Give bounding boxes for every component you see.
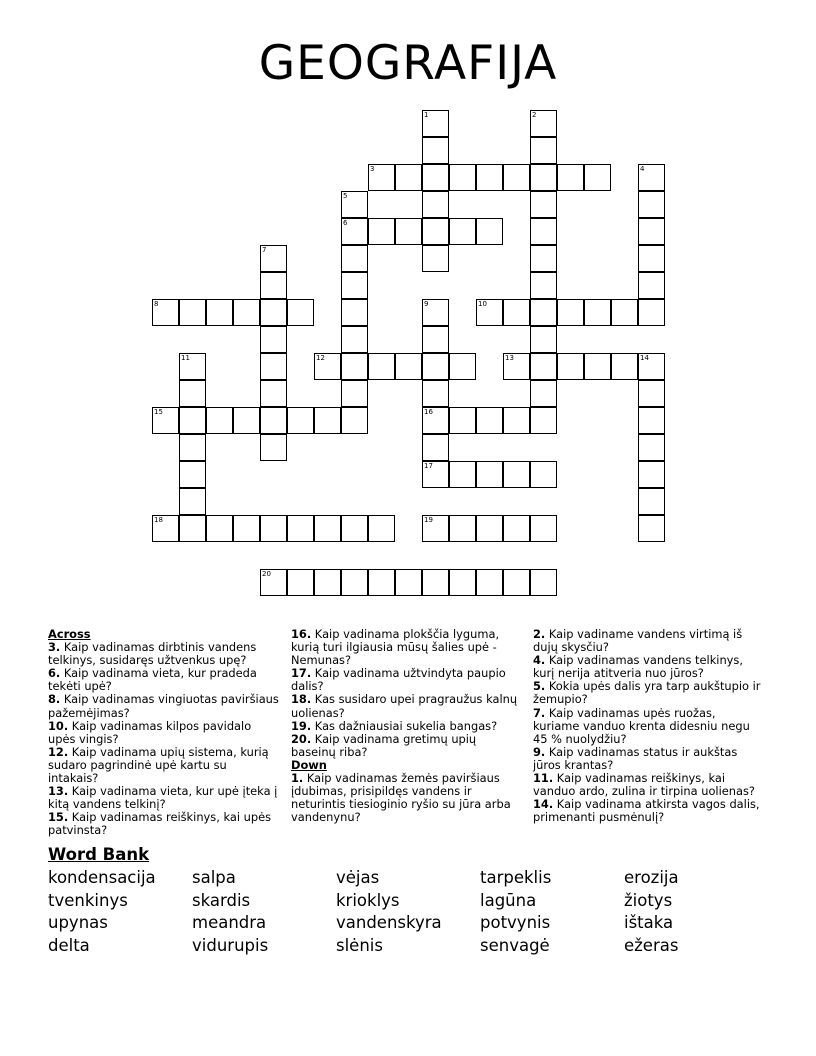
grid-cell[interactable] xyxy=(179,515,206,542)
grid-cell[interactable] xyxy=(476,299,503,326)
grid-cell[interactable] xyxy=(530,191,557,218)
grid-cell[interactable] xyxy=(260,569,287,596)
word-bank-column xyxy=(192,867,268,957)
grid-cell[interactable] xyxy=(584,299,611,326)
word-bank-word: ežeras xyxy=(624,935,679,955)
grid-cell[interactable] xyxy=(638,191,665,218)
grid-cell[interactable] xyxy=(449,164,476,191)
grid-cell[interactable] xyxy=(638,515,665,542)
clue-text: Kaip vadinamas vandens telkinys, kurį nerija atitveria nuo jūros? xyxy=(533,653,743,681)
grid-cell[interactable] xyxy=(530,353,557,380)
clue-item xyxy=(533,772,765,798)
grid-cell[interactable] xyxy=(449,569,476,596)
clue-number: 12 xyxy=(316,354,325,362)
clue-section-header: Down xyxy=(291,757,327,772)
grid-cell[interactable] xyxy=(530,164,557,191)
grid-cell[interactable] xyxy=(530,569,557,596)
clue-number: 2 xyxy=(532,111,537,119)
grid-cell[interactable] xyxy=(314,569,341,596)
clue-number-label: 8. xyxy=(48,692,61,707)
grid-cell[interactable] xyxy=(260,407,287,434)
grid-cell[interactable] xyxy=(638,245,665,272)
clue-number: 8 xyxy=(154,300,159,308)
clue-number: 4 xyxy=(640,165,645,173)
clue-item xyxy=(533,628,765,654)
grid-cell[interactable] xyxy=(638,353,665,380)
clue-number: 19 xyxy=(424,516,433,524)
word-bank-word: tvenkinys xyxy=(48,890,128,910)
clue-item xyxy=(291,772,523,824)
clue-number-label: 3. xyxy=(48,640,61,655)
clue-text: Kaip vadinama plokščia lyguma, kurią turi ilgiausia mūsų šalies upė - Nemunas? xyxy=(291,627,500,668)
clue-number-label: 7. xyxy=(533,705,546,720)
grid-cell[interactable] xyxy=(260,380,287,407)
word-bank-word: meandra xyxy=(192,913,267,933)
clue-text: Kaip vadinama užtvindyta paupio dalis? xyxy=(291,666,506,694)
word-bank-title: Word Bank xyxy=(48,845,150,864)
clue-number: 9 xyxy=(424,300,429,308)
word-bank-word: slėnis xyxy=(336,935,383,955)
clue-section-header: Across xyxy=(48,627,91,641)
grid-cell[interactable] xyxy=(476,164,503,191)
grid-cell[interactable] xyxy=(179,434,206,461)
clue-text: Kaip vadinamas upės ruožas, kuriame vanduo krenta didesniu negu 45 % nuolydžiu? xyxy=(533,705,750,746)
word-bank-word: žiotys xyxy=(624,890,673,910)
grid-cell[interactable] xyxy=(287,515,314,542)
grid-cell[interactable] xyxy=(260,272,287,299)
clue-number: 18 xyxy=(154,516,163,524)
grid-cell[interactable] xyxy=(314,515,341,542)
grid-cell[interactable] xyxy=(341,191,368,218)
grid-cell[interactable] xyxy=(179,380,206,407)
grid-cell[interactable] xyxy=(395,218,422,245)
grid-cell[interactable] xyxy=(233,299,260,326)
clue-number-label: 15. xyxy=(48,810,69,825)
grid-cell[interactable] xyxy=(179,488,206,515)
grid-cell[interactable] xyxy=(287,299,314,326)
grid-cell[interactable] xyxy=(476,218,503,245)
clue-text: Kaip vadinamas dirbtinis vandens telkinys, susidaręs užtvenkus upę? xyxy=(48,640,257,668)
clue-number-label: 5. xyxy=(533,679,546,694)
grid-cell[interactable] xyxy=(341,353,368,380)
clue-text: Kaip vadinamas status ir aukštas jūros krantas? xyxy=(533,744,738,772)
grid-cell[interactable] xyxy=(422,191,449,218)
grid-cell[interactable] xyxy=(476,515,503,542)
grid-cell[interactable] xyxy=(503,569,530,596)
grid-cell[interactable] xyxy=(179,461,206,488)
clue-number-label: 2. xyxy=(533,627,546,641)
grid-cell[interactable] xyxy=(476,461,503,488)
grid-cell[interactable] xyxy=(503,353,530,380)
grid-cell[interactable] xyxy=(395,164,422,191)
grid-cell[interactable] xyxy=(503,461,530,488)
clue-number: 20 xyxy=(262,570,271,578)
grid-cell[interactable] xyxy=(557,299,584,326)
grid-cell[interactable] xyxy=(530,272,557,299)
clue-number: 7 xyxy=(262,246,267,254)
clue-number: 15 xyxy=(154,408,163,416)
grid-cell[interactable] xyxy=(638,299,665,326)
grid-cell[interactable] xyxy=(422,380,449,407)
grid-cell[interactable] xyxy=(422,137,449,164)
grid-cell[interactable] xyxy=(179,407,206,434)
grid-cell[interactable] xyxy=(557,164,584,191)
grid-cell[interactable] xyxy=(260,245,287,272)
clue-number-label: 16. xyxy=(291,627,312,641)
grid-cell[interactable] xyxy=(638,488,665,515)
clue-number-label: 12. xyxy=(48,744,69,759)
clue-item xyxy=(48,667,280,693)
word-bank-word: vėjas xyxy=(336,868,380,887)
grid-cell[interactable] xyxy=(206,299,233,326)
clue-number-label: 4. xyxy=(533,653,546,668)
grid-cell[interactable] xyxy=(638,272,665,299)
word-bank-word: tarpeklis xyxy=(480,868,552,887)
word-bank-column xyxy=(48,867,156,957)
grid-cell[interactable] xyxy=(422,299,449,326)
grid-cell[interactable] xyxy=(530,245,557,272)
clue-item xyxy=(291,628,523,667)
clue-number-label: 20. xyxy=(291,731,312,746)
clue-number-label: 14. xyxy=(533,797,554,812)
clue-number-label: 13. xyxy=(48,784,69,799)
grid-cell[interactable] xyxy=(341,245,368,272)
grid-cell[interactable] xyxy=(260,434,287,461)
grid-cell[interactable] xyxy=(206,407,233,434)
grid-cell[interactable] xyxy=(341,299,368,326)
word-bank-word: delta xyxy=(48,935,90,955)
grid-cell[interactable] xyxy=(422,164,449,191)
grid-cell[interactable] xyxy=(449,461,476,488)
grid-cell[interactable] xyxy=(476,569,503,596)
word-bank-column xyxy=(336,867,442,957)
word-bank-word: erozija xyxy=(624,868,679,887)
clue-item xyxy=(533,798,765,824)
grid-cell[interactable] xyxy=(638,434,665,461)
word-bank-word: potvynis xyxy=(480,913,551,933)
grid-cell[interactable] xyxy=(584,353,611,380)
word-bank-column xyxy=(480,867,551,957)
clue-text: Kaip vadinama gretimų upių baseinų riba? xyxy=(291,731,477,759)
clue-number-label: 6. xyxy=(48,666,61,681)
grid-cell[interactable] xyxy=(368,569,395,596)
grid-cell[interactable] xyxy=(395,353,422,380)
clue-text: Kokia upės dalis yra tarp aukštupio ir žemupio? xyxy=(533,679,761,707)
clue-item xyxy=(291,667,523,693)
grid-cell[interactable] xyxy=(233,407,260,434)
clue-number-label: 19. xyxy=(291,718,312,733)
grid-cell[interactable] xyxy=(422,569,449,596)
grid-cell[interactable] xyxy=(422,353,449,380)
clues-column-3 xyxy=(533,628,765,824)
clue-number: 10 xyxy=(478,300,487,308)
grid-cell[interactable] xyxy=(530,137,557,164)
clue-item xyxy=(48,746,280,785)
grid-cell[interactable] xyxy=(557,353,584,380)
grid-cell[interactable] xyxy=(638,407,665,434)
grid-cell[interactable] xyxy=(584,164,611,191)
clue-text: Kas susidaro upei pragraužus kalnų uolienas? xyxy=(291,692,518,720)
clue-item xyxy=(533,680,765,706)
word-bank-word: vandenskyra xyxy=(336,913,442,933)
grid-cell[interactable] xyxy=(449,353,476,380)
clue-text: Kaip vadiname vandens virtimą iš dujų skysčiu? xyxy=(533,627,743,655)
grid-cell[interactable] xyxy=(152,407,179,434)
clue-number-label: 18. xyxy=(291,692,312,707)
clue-item xyxy=(533,707,765,746)
grid-cell[interactable] xyxy=(260,353,287,380)
grid-cell[interactable] xyxy=(449,218,476,245)
grid-cell[interactable] xyxy=(260,326,287,353)
grid-cell[interactable] xyxy=(368,515,395,542)
word-bank-column xyxy=(624,867,679,957)
clue-item xyxy=(291,733,523,759)
clue-number-label: 17. xyxy=(291,666,312,681)
grid-cell[interactable] xyxy=(287,407,314,434)
clue-number-label: 1. xyxy=(291,771,304,786)
grid-cell[interactable] xyxy=(530,407,557,434)
grid-cell[interactable] xyxy=(530,299,557,326)
clue-number-label: 10. xyxy=(48,718,69,733)
grid-cell[interactable] xyxy=(341,326,368,353)
grid-cell[interactable] xyxy=(476,407,503,434)
grid-cell[interactable] xyxy=(341,515,368,542)
word-bank-word: vidurupis xyxy=(192,935,269,955)
grid-cell[interactable] xyxy=(611,353,638,380)
grid-cell[interactable] xyxy=(422,110,449,137)
clue-text: Kaip vadinamas vingiuotas paviršiaus pažemėjimas? xyxy=(48,692,279,720)
page-title: GEOGRAFIJA xyxy=(258,36,558,91)
grid-cell[interactable] xyxy=(341,569,368,596)
clue-number: 5 xyxy=(343,192,348,200)
word-bank-word: salpa xyxy=(192,868,236,887)
clue-text: Kaip vadinama vieta, kur pradeda tekėti upė? xyxy=(48,666,257,694)
grid-cell[interactable] xyxy=(422,407,449,434)
grid-cell[interactable] xyxy=(152,299,179,326)
grid-cell[interactable] xyxy=(368,218,395,245)
clue-text: Kaip vadinama vieta, kur upė įteka į kitą vandens telkinį? xyxy=(48,784,278,812)
grid-cell[interactable] xyxy=(260,299,287,326)
grid-cell[interactable] xyxy=(449,515,476,542)
grid-cell[interactable] xyxy=(530,461,557,488)
clues-column-2 xyxy=(291,628,523,824)
clue-item xyxy=(48,811,280,837)
grid-cell[interactable] xyxy=(530,110,557,137)
clue-number-label: 11. xyxy=(533,771,554,786)
grid-cell[interactable] xyxy=(530,515,557,542)
grid-cell[interactable] xyxy=(260,515,287,542)
clue-item xyxy=(48,720,280,746)
clue-item xyxy=(533,746,765,772)
clue-text: Kaip vadinama upių sistema, kurią sudaro pagrindinė upė kartu su intakais? xyxy=(48,744,269,786)
grid-cell[interactable] xyxy=(422,326,449,353)
clue-text: Kaip vadinamas kilpos pavidalo upės vingis? xyxy=(48,718,252,746)
grid-cell[interactable] xyxy=(233,515,260,542)
word-bank-word: kondensacija xyxy=(48,868,156,887)
word-bank-word: krioklys xyxy=(336,890,400,910)
grid-cell[interactable] xyxy=(422,218,449,245)
grid-cell[interactable] xyxy=(530,380,557,407)
word-bank-word: upynas xyxy=(48,913,108,933)
clue-number: 11 xyxy=(181,354,190,362)
clue-text: Kaip vadinama atkirsta vagos dalis, primenanti pusmėnulį? xyxy=(533,797,760,825)
clue-number: 6 xyxy=(343,219,348,227)
grid-cell[interactable] xyxy=(503,407,530,434)
grid-cell[interactable] xyxy=(341,272,368,299)
clue-item xyxy=(48,693,280,719)
grid-cell[interactable] xyxy=(341,407,368,434)
clue-item xyxy=(48,785,280,811)
clue-text: Kaip vadinamas žemės paviršiaus įdubimas, prisipildęs vandens ir neturintis tiesioginio ryšio su jūra arba vandenynu? xyxy=(291,771,511,825)
clue-number-label: 9. xyxy=(533,744,546,759)
grid-cell[interactable] xyxy=(179,299,206,326)
grid-cell[interactable] xyxy=(368,353,395,380)
grid-cell[interactable] xyxy=(314,353,341,380)
word-bank-word: skardis xyxy=(192,890,251,910)
clue-item xyxy=(48,641,280,667)
clue-text: Kaip vadinamas reiškinys, kai upės patvinsta? xyxy=(48,810,272,838)
clue-item xyxy=(533,654,765,680)
word-bank-word: ištaka xyxy=(624,913,674,933)
grid-cell[interactable] xyxy=(638,164,665,191)
grid-cell[interactable] xyxy=(422,434,449,461)
grid-cell[interactable] xyxy=(422,245,449,272)
grid-cell[interactable] xyxy=(638,380,665,407)
clue-number: 1 xyxy=(424,111,429,119)
grid-cell[interactable] xyxy=(206,515,233,542)
grid-cell[interactable] xyxy=(368,164,395,191)
clues-column-1 xyxy=(48,628,280,838)
grid-cell[interactable] xyxy=(530,218,557,245)
grid-cell[interactable] xyxy=(341,218,368,245)
word-bank-word: lagūna xyxy=(480,890,537,910)
grid-cell[interactable] xyxy=(422,461,449,488)
clue-text: Kas dažniausiai sukelia bangas? xyxy=(311,718,498,733)
grid-cell[interactable] xyxy=(503,164,530,191)
grid-cell[interactable] xyxy=(395,569,422,596)
grid-cell[interactable] xyxy=(341,380,368,407)
grid-cell[interactable] xyxy=(503,515,530,542)
grid-cell[interactable] xyxy=(638,461,665,488)
clue-number: 16 xyxy=(424,408,433,416)
grid-cell[interactable] xyxy=(530,326,557,353)
grid-cell[interactable] xyxy=(611,299,638,326)
clue-number: 17 xyxy=(424,462,433,470)
grid-cell[interactable] xyxy=(638,218,665,245)
grid-cell[interactable] xyxy=(503,299,530,326)
clue-number: 3 xyxy=(370,165,375,173)
grid-cell[interactable] xyxy=(287,569,314,596)
clue-number: 14 xyxy=(640,354,649,362)
clue-number: 13 xyxy=(505,354,514,362)
word-bank-word: senvagė xyxy=(480,935,550,955)
grid-cell[interactable] xyxy=(314,407,341,434)
grid-cell[interactable] xyxy=(152,515,179,542)
grid-cell[interactable] xyxy=(422,515,449,542)
clue-text: Kaip vadinamas reiškinys, kai vanduo ardo, zulina ir tirpina uolienas? xyxy=(533,771,755,799)
clue-item xyxy=(291,693,523,719)
grid-cell[interactable] xyxy=(449,407,476,434)
grid-cell[interactable] xyxy=(179,353,206,380)
